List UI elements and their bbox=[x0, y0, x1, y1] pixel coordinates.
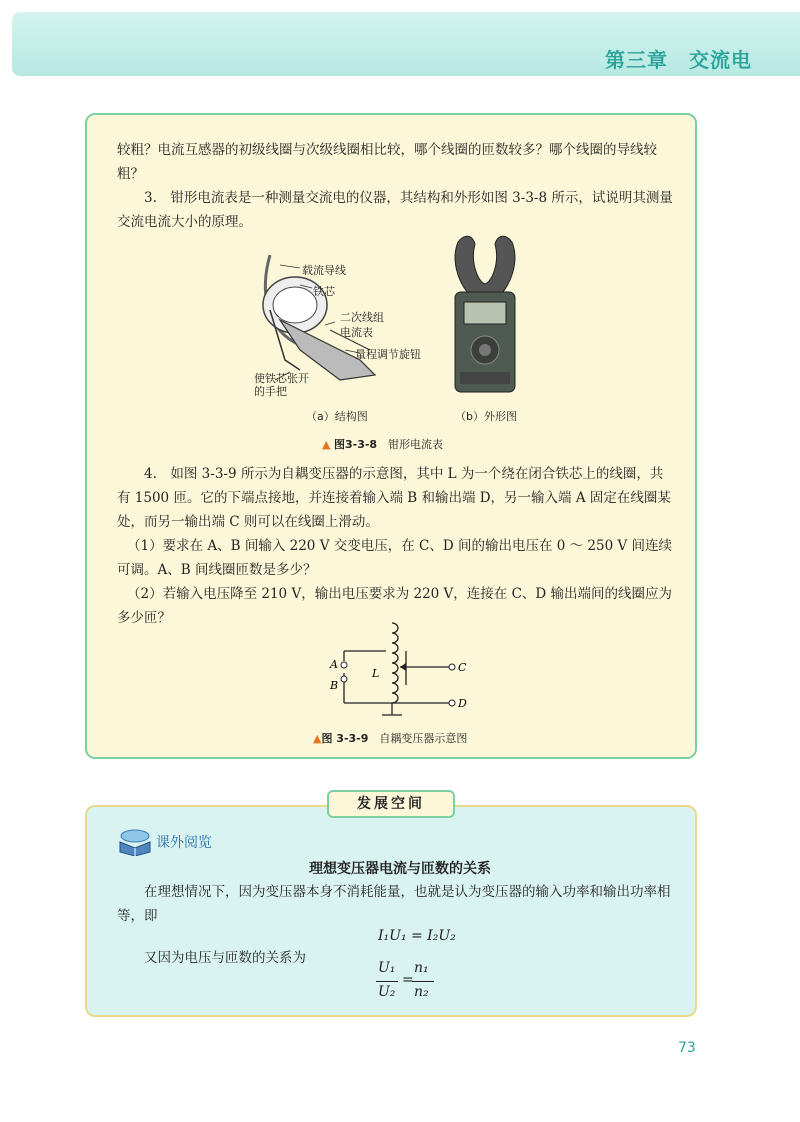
question-3: 3. 钳形电流表是一种测量交流电的仪器，其结构和外形如图 3-3-8 所示，试说明其测量交流电流大小的原理。 bbox=[117, 190, 673, 230]
development-paragraph-1: 在理想情况下，因为变压器本身不消耗能量，也就是认为变压器的输入功率和输出功率相等，即 bbox=[117, 884, 671, 924]
label-wire: 载流导线 bbox=[302, 264, 346, 277]
label-handle-2: 的手把 bbox=[254, 385, 287, 398]
subcaption-b: （b）外形图 bbox=[455, 410, 517, 423]
caption-triangle-icon: ▲ bbox=[313, 732, 322, 745]
autotransformer-diagram bbox=[320, 615, 470, 725]
book-icon bbox=[117, 828, 153, 856]
label-range-knob: 量程调节旋钮 bbox=[355, 348, 421, 361]
subcaption-a: （a）结构图 bbox=[306, 410, 368, 423]
figure-3-3-9-caption: ▲图 3-3-9 自耦变压器示意图 bbox=[313, 732, 468, 745]
coil-l: L bbox=[372, 667, 380, 680]
chapter-title: 第三章 交流电 bbox=[605, 48, 752, 72]
question-4-part-2: （2）若输入电压降至 210 V，输出电压要求为 220 V，连接在 C、D 输出端间的线圈应为多少匝？ bbox=[117, 586, 673, 626]
clamp-meter-photo bbox=[440, 232, 530, 397]
caption-triangle-icon: ▲ bbox=[322, 438, 334, 451]
label-handle-1: 使铁芯张开 bbox=[254, 372, 309, 385]
question-4: 4. 如图 3-3-9 所示为自耦变压器的示意图，其中 L 为一个绕在闭合铁芯上的线圈，共有 1500 匝。它的下端点接地，并连接着输入端 B 和输出端 D，另一输入端 A 固定在线圈某处，而另一输出端 C 则可以在线圈上滑动。 bbox=[117, 466, 671, 530]
development-paragraph-2: 又因为电压与匝数的关系为 bbox=[144, 950, 306, 966]
terminal-b: B bbox=[330, 679, 339, 692]
page-number: 73 bbox=[678, 1040, 696, 1056]
formula-ratio: U₁ U₂ = n₁ n₂ bbox=[376, 960, 436, 1004]
terminal-a: A bbox=[330, 658, 338, 671]
figure-3-3-8-caption: ▲ 图3-3-8 钳形电流表 bbox=[322, 438, 444, 451]
terminal-c: C bbox=[458, 661, 467, 674]
development-tab: 发展空间 bbox=[327, 790, 455, 818]
development-title: 理想变压器电流与匝数的关系 bbox=[309, 861, 491, 877]
label-meter: 电流表 bbox=[340, 326, 373, 339]
reading-label: 课外阅览 bbox=[156, 835, 212, 851]
formula-power: I₁U₁ = I₂U₂ bbox=[378, 928, 456, 944]
label-coil: 二次线组 bbox=[340, 311, 384, 324]
label-core: 铁芯 bbox=[313, 285, 335, 298]
question-4-part-1: （1）要求在 A、B 间输入 220 V 交变电压，在 C、D 间的输出电压在 0 ～ 250 V 间连续可调。A、B 间线圈匝数是多少？ bbox=[117, 538, 673, 578]
terminal-d: D bbox=[458, 697, 467, 710]
question-2-continued: 较粗？电流互感器的初级线圈与次级线圈相比较，哪个线圈的匝数较多？哪个线圈的导线较粗？ bbox=[117, 142, 657, 182]
